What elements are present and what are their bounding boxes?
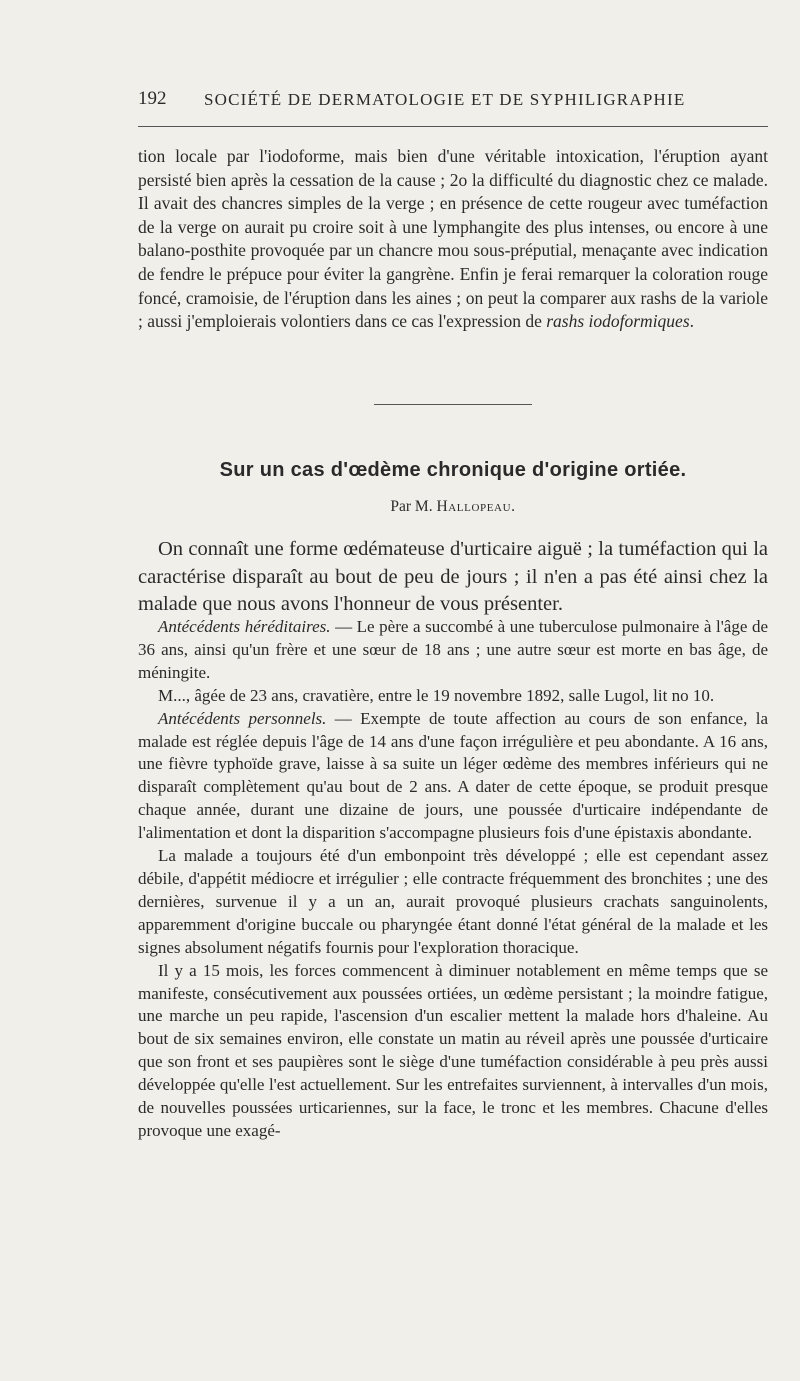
- page-number: 192: [138, 88, 167, 109]
- article-body: [138, 616, 768, 1143]
- byline-prefix: Par M.: [390, 498, 433, 515]
- article-title: Sur un cas d'œdème chronique d'origine ortiée.: [219, 459, 687, 481]
- personal-history-paragraph: [138, 708, 768, 845]
- previous-article-ending: [138, 145, 768, 334]
- fifteen-months-paragraph: Il y a 15 mois, les forces commencent à diminuer notablement en même temps que se manifeste, consécutivement aux poussées ortiées, un œdème persistant ; la moindre fatigue, une marche un peu rapide, l'ascension d'un escalier mettent la malade hors d'haleine. Au bout de six semaines environ, elle constate un matin au réveil après une poussée d'urticaire que son front et ses paupières sont le siège d'une tuméfaction considérable à peu près aussi développée qu'elle l'est actuellement. Sur les entrefaites surviennent, à intervalles d'un mois, de nouvelles poussées urticariennes, sur la face, le tronc et les membres. Chacune d'elles provoque une exagé-: [138, 960, 768, 1140]
- lead-paragraph: On connaît une forme œdémateuse d'urticaire aiguë ; la tuméfaction qui la caractérise disparaît au bout de peu de jours ; il n'en a pas été ainsi chez la malade que nous avons l'honneur de vous présenter.: [138, 538, 768, 616]
- running-title: SOCIÉTÉ DE DERMATOLOGIE ET DE SYPHILIGRAPHIE: [204, 90, 686, 109]
- personal-label: Antécédents personnels.: [158, 708, 327, 728]
- running-header: [138, 88, 768, 114]
- previous-text-body: tion locale par l'iodoforme, mais bien d'une véritable intoxication, l'éruption ayant persisté bien après la cessation de la cause ; 2o la difficulté du diagnostic chez ce malade. Il avait des chancres simples de la verge ; en présence de cette rougeur avec tuméfaction de la verge on aurait pu croire soit à une lymphangite des plus intenses, ou encore à une balano-posthite provoquée par un chancre mou sous-préputial, menaçante avec indication de fendre le prépuce pour éviter la gangrène. Enfin je ferai remarquer la coloration rouge foncé, cramoisie, de l'éruption dans les aines ; on peut la comparer aux rashs de la variole ; aussi j'emploierais volontiers dans ce cas l'expression de: [138, 146, 768, 332]
- previous-text-end: .: [689, 311, 695, 332]
- personal-text: — Exempte de toute affection au cours de son enfance, la malade est réglée depuis l'âge de 14 ans d'une façon irrégulière et peu abondante. A 16 ans, une fièvre typhoïde grave, laisse à sa suite un léger œdème des membres inférieurs qui ne disparaît complètement qu'au bout de 2 ans. A dater de cette époque, se produit presque chaque année, durant une dizaine de jours, une poussée d'urticaire indépendante de l'alimentation et dont la disparition s'accompagne plusieurs fois d'une épistaxis abondante.: [138, 708, 768, 843]
- embonpoint-paragraph: La malade a toujours été d'un embonpoint très développé ; elle est cependant assez débile, d'appétit médiocre et irrégulier ; elle contracte fréquemment des bronchites ; une des dernières, survenue il y a un an, aurait provoqué plusieurs crachats sanguinolents, apparemment d'origine buccale ou pharyngée étant donné l'état général de la malade et les signes absolument négatifs fournis pour l'exploration thoracique.: [138, 846, 768, 957]
- heredity-paragraph: [138, 616, 768, 685]
- heredity-label: Antécédents héréditaires.: [158, 617, 331, 636]
- heredity-text: — Le père a succombé à une tuberculose pulmonaire à l'âge de 36 ans, ainsi qu'un frère et une sœur de 18 ans ; une autre sœur est morte en bas âge, de méningite.: [138, 617, 768, 682]
- section-separator: [374, 404, 532, 405]
- header-rule: [138, 126, 768, 127]
- patient-intro-paragraph: M..., âgée de 23 ans, cravatière, entre le 19 novembre 1892, salle Lugol, lit no 10.: [158, 685, 715, 705]
- italic-term: rashs iodoformiques: [546, 311, 690, 332]
- byline: [138, 498, 768, 516]
- author-name: Hallopeau.: [436, 498, 516, 515]
